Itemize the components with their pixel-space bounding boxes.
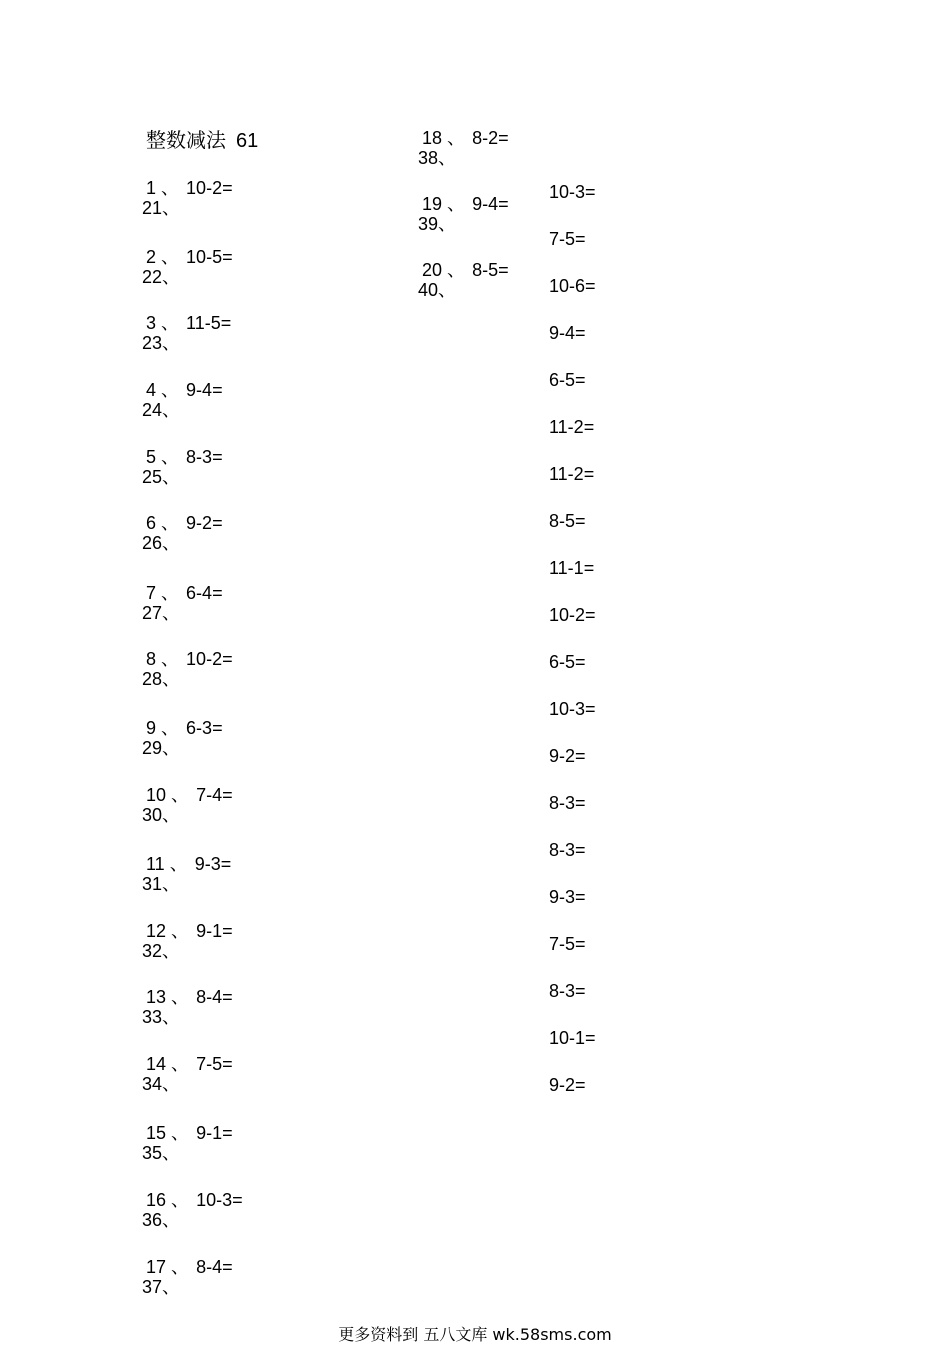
- problem-expression: 10-3=: [196, 1190, 243, 1210]
- answer-expression: 8-3=: [549, 793, 586, 813]
- problem-number: 6: [146, 513, 157, 533]
- paired-problem-number: 39、: [418, 214, 457, 234]
- problem-expression: 7-4=: [196, 785, 233, 805]
- answer-expression: 9-2=: [549, 1075, 586, 1095]
- answer-expression: 11-2=: [549, 417, 595, 437]
- problem-first-line: [146, 785, 233, 805]
- worksheet-title: [146, 124, 258, 153]
- problem-item: [142, 247, 233, 287]
- problem-first-line: [146, 178, 233, 198]
- problem-number: 2: [146, 247, 157, 267]
- problem-number: 5: [146, 447, 157, 467]
- answer-expression: 6-5=: [549, 652, 586, 672]
- title-text: 整数减法: [146, 128, 226, 152]
- problem-item: [142, 649, 233, 689]
- problem-number: 17: [146, 1257, 167, 1277]
- answer-expression: 9-4=: [549, 323, 586, 343]
- paired-problem-number: 37、: [142, 1277, 181, 1297]
- problem-separator: 、: [171, 1190, 195, 1210]
- problem-number: 13: [146, 987, 167, 1007]
- paired-problem-number: 26、: [142, 533, 181, 553]
- paired-problem-number: 36、: [142, 1210, 181, 1230]
- problem-expression: 10-5=: [186, 247, 233, 267]
- footer-watermark-text: 更多资料到 五八文库 wk.58sms.com: [338, 1325, 612, 1344]
- problem-number: 1: [146, 178, 157, 198]
- problem-separator: 、: [161, 513, 185, 533]
- paired-problem-number: 21、: [142, 198, 181, 218]
- answer-expression: 8-3=: [549, 840, 586, 860]
- paired-problem-number: 40、: [418, 280, 457, 300]
- problem-separator: 、: [161, 649, 185, 669]
- problem-separator: 、: [161, 178, 185, 198]
- answer-expression: 11-2=: [549, 464, 595, 484]
- problem-first-line: [146, 513, 223, 533]
- problem-item: [142, 1054, 233, 1094]
- paired-problem-number: 35、: [142, 1143, 181, 1163]
- problem-item: [142, 1123, 233, 1163]
- problem-number: 19: [422, 194, 443, 214]
- problem-expression: 11-5=: [186, 313, 232, 333]
- problem-expression: 7-5=: [196, 1054, 233, 1074]
- answer-expression: 10-3=: [549, 699, 596, 719]
- problem-first-line: [146, 1257, 233, 1277]
- problem-first-line: [146, 718, 223, 738]
- problem-item: [142, 380, 223, 420]
- paired-problem-number: 34、: [142, 1074, 181, 1094]
- problem-first-line: [146, 921, 233, 941]
- problem-item: [142, 718, 223, 758]
- problem-number: 9: [146, 718, 157, 738]
- problem-expression: 6-3=: [186, 718, 223, 738]
- paired-problem-number: 31、: [142, 874, 181, 894]
- problem-item: [142, 785, 233, 825]
- paired-problem-number: 22、: [142, 267, 181, 287]
- answer-expression: 6-5=: [549, 370, 586, 390]
- problem-expression: 9-1=: [196, 1123, 233, 1143]
- problem-separator: 、: [171, 1257, 195, 1277]
- problem-separator: 、: [161, 447, 185, 467]
- problem-first-line: [146, 313, 231, 333]
- problem-number: 3: [146, 313, 157, 333]
- answer-expression: 8-5=: [549, 511, 586, 531]
- problem-first-line: [146, 1190, 243, 1210]
- answer-expression: 7-5=: [549, 934, 586, 954]
- answer-expression: 9-2=: [549, 746, 586, 766]
- problem-item: [142, 854, 232, 894]
- paired-problem-number: 24、: [142, 400, 181, 420]
- problem-separator: 、: [171, 921, 195, 941]
- problem-number: 20: [422, 260, 443, 280]
- answer-expression: 10-6=: [549, 276, 596, 296]
- problem-first-line: [422, 128, 509, 148]
- problem-expression: 8-4=: [196, 987, 233, 1007]
- problem-first-line: [146, 1123, 233, 1143]
- problem-expression: 8-3=: [186, 447, 223, 467]
- problem-item: [142, 1190, 243, 1230]
- problem-number: 18: [422, 128, 443, 148]
- problem-separator: 、: [447, 194, 471, 214]
- paired-problem-number: 33、: [142, 1007, 181, 1027]
- paired-problem-number: 25、: [142, 467, 181, 487]
- problem-first-line: [146, 380, 223, 400]
- problem-first-line: [146, 987, 233, 1007]
- problem-separator: 、: [161, 583, 185, 603]
- problem-expression: 8-2=: [472, 128, 509, 148]
- problem-item: [418, 194, 509, 234]
- paired-problem-number: 32、: [142, 941, 181, 961]
- paired-problem-number: 27、: [142, 603, 181, 623]
- problem-item: [142, 447, 223, 487]
- problem-expression: 8-5=: [472, 260, 509, 280]
- problem-item: [142, 987, 233, 1027]
- problem-first-line: [146, 1054, 233, 1074]
- problem-separator: 、: [169, 854, 193, 874]
- answer-expression: 10-3=: [549, 182, 596, 202]
- problem-separator: 、: [447, 128, 471, 148]
- problem-number: 8: [146, 649, 157, 669]
- answer-expression: 10-2=: [549, 605, 596, 625]
- problem-separator: 、: [171, 1123, 195, 1143]
- problem-number: 16: [146, 1190, 167, 1210]
- problem-first-line: [422, 260, 509, 280]
- problem-first-line: [146, 583, 223, 603]
- problem-separator: 、: [171, 987, 195, 1007]
- problem-expression: 9-2=: [186, 513, 223, 533]
- problem-item: [142, 178, 233, 218]
- problem-number: 7: [146, 583, 157, 603]
- problem-first-line: [146, 854, 231, 874]
- paired-problem-number: 23、: [142, 333, 181, 353]
- problem-separator: 、: [171, 1054, 195, 1074]
- problem-item: [142, 583, 223, 623]
- answer-expression: 11-1=: [549, 558, 595, 578]
- problem-separator: 、: [161, 313, 185, 333]
- problem-number: 15: [146, 1123, 167, 1143]
- title-number: 61: [236, 130, 259, 152]
- problem-expression: 9-4=: [472, 194, 509, 214]
- answer-expression: 7-5=: [549, 229, 586, 249]
- problem-expression: 9-4=: [186, 380, 223, 400]
- problem-separator: 、: [161, 718, 185, 738]
- paired-problem-number: 30、: [142, 805, 181, 825]
- problem-expression: 9-3=: [194, 854, 232, 874]
- problem-first-line: [146, 447, 223, 467]
- problem-number: 14: [146, 1054, 167, 1074]
- paired-problem-number: 28、: [142, 669, 181, 689]
- problem-first-line: [146, 247, 233, 267]
- problem-number: 10: [146, 785, 167, 805]
- problem-expression: 6-4=: [186, 583, 223, 603]
- problem-number: 12: [146, 921, 167, 941]
- problem-item: [142, 921, 233, 961]
- problem-item: [418, 260, 509, 300]
- problem-item: [418, 128, 509, 168]
- answer-expression: 8-3=: [549, 981, 586, 1001]
- problem-item: [142, 1257, 233, 1297]
- problem-separator: 、: [447, 260, 471, 280]
- problem-number: 11: [146, 854, 165, 874]
- problem-expression: 9-1=: [196, 921, 233, 941]
- answer-expression: 9-3=: [549, 887, 586, 907]
- problem-expression: 10-2=: [186, 649, 233, 669]
- problem-separator: 、: [161, 380, 185, 400]
- problem-expression: 10-2=: [186, 178, 233, 198]
- problem-item: [142, 513, 223, 553]
- problem-separator: 、: [161, 247, 185, 267]
- paired-problem-number: 38、: [418, 148, 457, 168]
- problem-item: [142, 313, 232, 353]
- problem-first-line: [422, 194, 509, 214]
- paired-problem-number: 29、: [142, 738, 181, 758]
- problem-separator: 、: [171, 785, 195, 805]
- problem-number: 4: [146, 380, 157, 400]
- problem-first-line: [146, 649, 233, 669]
- answer-expression: 10-1=: [549, 1028, 596, 1048]
- problem-expression: 8-4=: [196, 1257, 233, 1277]
